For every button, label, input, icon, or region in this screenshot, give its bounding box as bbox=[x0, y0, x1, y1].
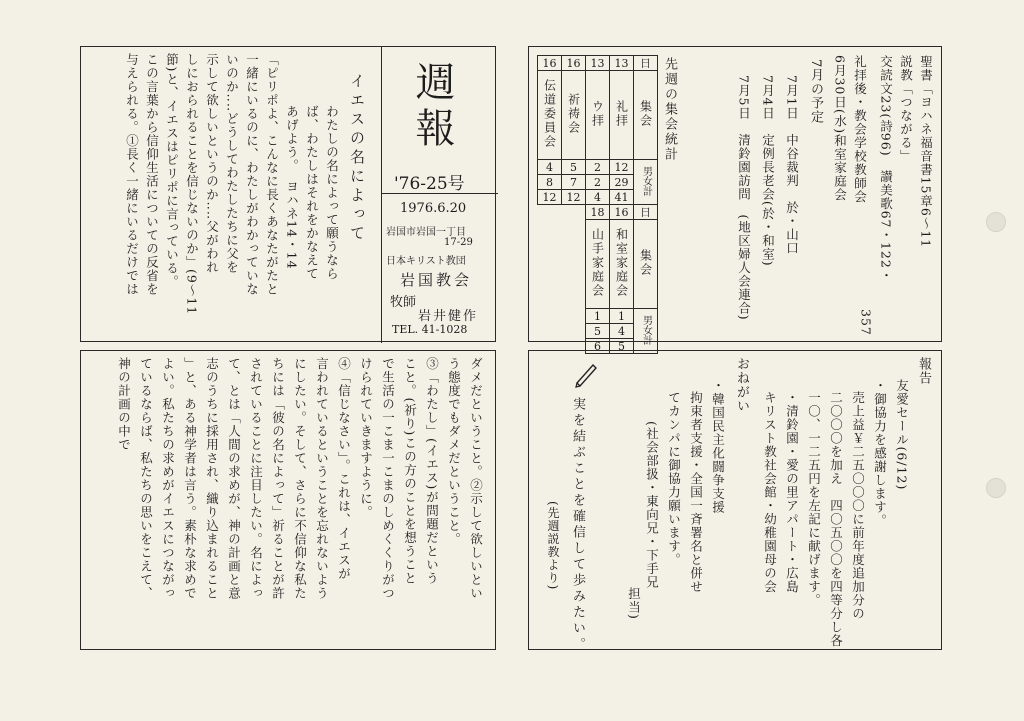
sermon-line: ちには「彼の名によって」祈ることが許 bbox=[270, 357, 286, 600]
sermon-line: 示して欲しいというのか‥‥父がわれ bbox=[204, 53, 220, 275]
stats-cell: 1 bbox=[586, 309, 610, 324]
stats-cell: 16 bbox=[562, 56, 586, 71]
church-name: 岩国教会 bbox=[400, 271, 473, 289]
report-line: キリスト教社会館・幼稚園母の会 bbox=[762, 391, 778, 594]
sermon-line: されていることに注目したい。名によっ bbox=[248, 357, 264, 600]
stats-cell: 6 bbox=[586, 339, 610, 354]
stats-cell: 12 bbox=[562, 190, 586, 205]
sermon-line: 言われているということを忘れないよう bbox=[314, 357, 330, 600]
sermon-line: 与えられる。①長く一緒にいるだけでは bbox=[124, 53, 140, 296]
stats-cell: 4 bbox=[610, 324, 634, 339]
request-line: てカンパに御協力願います。 bbox=[666, 391, 682, 567]
reading-line: 交読文23(詩96) 讃美歌67・122・ bbox=[878, 55, 894, 283]
request-line: 拘束者支援・全国一斉署名と併せ bbox=[688, 391, 704, 594]
july-heading: 7月の予定 bbox=[808, 59, 823, 125]
stats-header: 男女計 bbox=[640, 166, 652, 196]
church-address-no: 17-29 bbox=[444, 237, 473, 248]
sermon-line: こと。(祈り)この方のことを想うこと bbox=[402, 357, 418, 585]
masthead bbox=[381, 47, 498, 343]
sermon-title-line: 説教「つながる」 bbox=[898, 55, 914, 163]
sermon-line: て、とは「人間の求めが、神の計画と意 bbox=[226, 357, 242, 600]
church-address: 岩国市岩国一丁目 bbox=[386, 227, 466, 238]
stats-meeting-name: 和室家庭会 bbox=[614, 228, 629, 298]
sermon-title: イエスの名によって bbox=[348, 73, 366, 244]
sermon-line: 神の計画の中で bbox=[116, 357, 132, 452]
stats-meeting-name: 山手家庭会 bbox=[590, 228, 605, 298]
stats-cell: 5 bbox=[610, 339, 634, 354]
stats-table bbox=[537, 55, 658, 354]
after-service-line: 礼拝後・教会学校教師会 bbox=[852, 55, 868, 204]
sermon-line: 」と、ある神学者は言う。素朴な求めで bbox=[182, 357, 198, 600]
stats-header: 日 bbox=[634, 56, 658, 71]
stats-header: 集会 bbox=[638, 249, 653, 277]
stats-heading: 先週の集会統計 bbox=[662, 57, 677, 162]
report-line: 二〇〇〇を加え 四〇五〇〇を四等分し各 bbox=[828, 391, 844, 648]
stats-cell: 5 bbox=[562, 160, 586, 175]
sermon-line: ているならば、私たちの思いをこえて、 bbox=[138, 357, 154, 600]
july-item: 7月4日 定例長老会(於・和室) bbox=[760, 75, 776, 267]
stats-cell: 29 bbox=[610, 175, 634, 190]
sermon-line: にしたい。そして、さらに不信仰な私た bbox=[292, 357, 308, 600]
stats-meeting-name: 伝道委員会 bbox=[542, 79, 557, 149]
sermon-line: わたしの名によって願うなら bbox=[324, 105, 340, 281]
masthead-title: 週報 bbox=[409, 61, 455, 153]
sermon-line: 一緒にいるのに、わたしがわかっていな bbox=[244, 53, 260, 296]
sermon-line: ④「信じなさい」。これは、イエスが bbox=[336, 357, 352, 581]
request-line: 担当) bbox=[626, 587, 642, 620]
sermon-line: ば、わたしはそれをかなえて bbox=[304, 105, 320, 281]
stats-cell: 4 bbox=[586, 190, 610, 205]
stats-cell: 2 bbox=[586, 160, 610, 175]
sermon-line: 志のうちに採用され、織り込まれること bbox=[204, 357, 220, 600]
stats-header: 集会 bbox=[638, 100, 653, 128]
sermon-line: で生活の一こま一こまのしめくくりがつ bbox=[380, 357, 396, 600]
church-tel: TEL. 41-1028 bbox=[392, 323, 468, 336]
pastor-name: 岩井健作 bbox=[418, 309, 479, 324]
july-item: 7月1日 中谷裁判 於・山口 bbox=[784, 75, 800, 255]
punch-hole bbox=[986, 478, 1006, 498]
stats-cell: 12 bbox=[538, 190, 562, 205]
stats-cell: 13 bbox=[610, 56, 634, 71]
pen-icon bbox=[573, 361, 599, 387]
stats-cell: 2 bbox=[586, 175, 610, 190]
punch-hole bbox=[986, 212, 1006, 232]
stats-cell: 5 bbox=[586, 324, 610, 339]
sermon-top-panel bbox=[80, 46, 496, 342]
quote-source: (先週説教より) bbox=[546, 501, 560, 591]
sermon-line: しにおられることを信じないのか」(9～11 bbox=[184, 53, 200, 316]
sermon-line: ③「わたし」(イエス)が問題だという bbox=[424, 357, 440, 585]
report-line: 売上益￥二五〇〇〇に前年度追加分の bbox=[850, 391, 866, 621]
stats-header: 男女計 bbox=[640, 315, 652, 345]
stats-cell: 16 bbox=[610, 205, 634, 220]
stats-header: 日 bbox=[634, 205, 658, 220]
sermon-line: ダメだということ。②示して欲しいとい bbox=[468, 357, 484, 600]
sermon-line: けられていきますように。 bbox=[358, 357, 374, 519]
home-meeting-line: 6月30日(水)和室家庭会 bbox=[832, 55, 848, 202]
quote-text: 実を結ぶことを確信して歩みたい。 bbox=[570, 397, 585, 653]
report-heading: 報告 bbox=[916, 357, 931, 385]
sermon-bottom-panel bbox=[80, 350, 496, 650]
request-heading: おねがい bbox=[734, 357, 749, 413]
report-panel bbox=[528, 350, 942, 653]
hymn-last: 357 bbox=[858, 309, 874, 336]
report-line: ・清鈴園・愛の里アパート・広島 bbox=[784, 391, 800, 594]
stats-cell: 41 bbox=[610, 190, 634, 205]
stats-cell: 13 bbox=[586, 56, 610, 71]
scripture-line: 聖書「ヨハネ福音書15章6～11 bbox=[918, 55, 934, 249]
sermon-line: う態度でもダメだということ。 bbox=[446, 357, 462, 546]
schedule-panel bbox=[528, 46, 942, 353]
report-line: 友愛セール(6/12) bbox=[894, 379, 910, 491]
stats-cell: 1 bbox=[610, 309, 634, 324]
stats-cell: 4 bbox=[538, 160, 562, 175]
stats-meeting-name: 祈祷会 bbox=[566, 93, 581, 135]
sermon-line: よい。私たちの求めがイエスにつながっ bbox=[160, 357, 176, 600]
request-line: ・韓国民主化闘争支援 bbox=[710, 379, 726, 514]
issue-number: '76-25号 bbox=[394, 174, 465, 194]
stats-meeting-name: 礼拝 bbox=[614, 100, 629, 128]
stats-cell: 18 bbox=[586, 205, 610, 220]
stats-cell: 7 bbox=[562, 175, 586, 190]
report-line: 一〇、一二五円を左記に献げます。 bbox=[806, 391, 822, 607]
sermon-line: あげよう。 ヨハネ14・14 bbox=[284, 105, 300, 270]
request-line: (社会部扱・東向兄・下手兄 bbox=[644, 421, 660, 589]
july-item: 7月5日 清鈴園訪問 (地区婦人会連合) bbox=[736, 75, 752, 321]
stats-cell: 8 bbox=[538, 175, 562, 190]
sermon-line: 「ピリポよ、こんなに長くあなたがたと bbox=[264, 53, 280, 296]
sermon-line: この言葉から信仰生活についての反省を bbox=[144, 53, 160, 296]
stats-cell: 12 bbox=[610, 160, 634, 175]
sermon-line: 節)と、イエスはピリポに言っている。 bbox=[164, 53, 180, 289]
stats-cell: 16 bbox=[538, 56, 562, 71]
stats-meeting-name: ウ拝 bbox=[590, 100, 605, 128]
issue-date: 1976.6.20 bbox=[400, 201, 467, 216]
pastor-role: 牧師 bbox=[390, 295, 417, 310]
sermon-line: いのか‥‥どうしてわたしたちに父を bbox=[224, 53, 240, 275]
denomination: 日本キリスト教団 bbox=[386, 256, 466, 267]
report-line: ・御協力を感謝します。 bbox=[872, 379, 888, 528]
